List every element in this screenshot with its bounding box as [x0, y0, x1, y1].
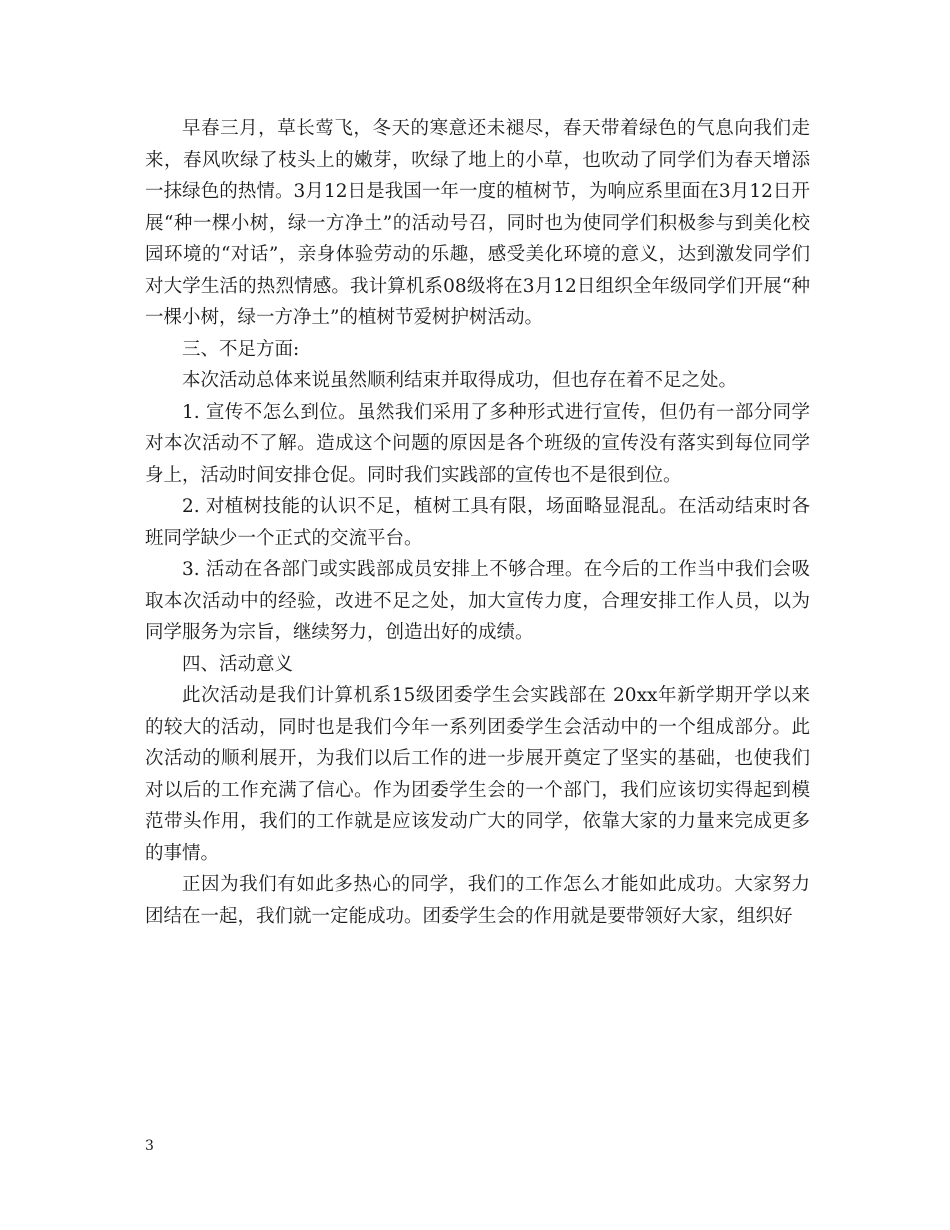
paragraph-intro: 早春三月，草长莺飞，冬天的寒意还未褪尽，春天带着绿色的气息向我们走来，春风吹绿了枝头上的嫩芽，吹绿了地上的小草，也吹动了同学们为春天增添一抹绿色的热情。3月12日是我国一年一度的植树节，为响应系里面在3月12日开展“种一棵小树，绿一方净土”的活动号召，同时也为使同学们积极参与到美化校园环境的“对话”，亲身体验劳动的乐趣，感受美化环境的意义，达到激发同学们对大学生活的热烈情感。我计算机系08级将在3月12日组织全年级同学们开展“种一棵小树，绿一方净土”的植树节爱树护树活动。 — [145, 118, 810, 328]
section-heading-shortcomings: 三、不足方面: — [182, 338, 300, 360]
page-number: 3 — [145, 1138, 154, 1154]
paragraph-significance: 此次活动是我们计算机系15级团委学生会实践部在 20xx年新学期开学以来的较大的活动，同时也是我们今年一系列团委学生会活动中的一个组成部分。此次活动的顺利展开，为我们以后工作的进一步展开奠定了坚实的基础，也使我们对以后的工作充满了信心。作为团委学生会的一个部门，我们应该切实得起到模范带头作用，我们的工作就是应该发动广大的同学，依靠大家的力量来完成更多的事情。 — [145, 685, 810, 864]
list-item-arrangement: 3. 活动在各部门或实践部成员安排上不够合理。在今后的工作当中我们会吸取本次活动中的经验，改进不足之处，加大宣传力度，合理安排工作人员，以为同学服务为宗旨，继续努力，创造出好的成绩。 — [145, 559, 810, 643]
paragraph-shortcomings-summary: 本次活动总体来说虽然顺利结束并取得成功，但也存在着不足之处。 — [182, 370, 738, 391]
paragraph-conclusion: 正因为我们有如此多热心的同学，我们的工作怎么才能如此成功。大家努力团结在一起，我们就一定能成功。团委学生会的作用就是要带领好大家，组织好 — [145, 874, 810, 927]
list-item-skills: 2. 对植树技能的认识不足，植树工具有限，场面略显混乱。在活动结束时各班同学缺少一个正式的交流平台。 — [145, 496, 810, 549]
document-body — [145, 113, 810, 932]
section-heading-significance: 四、活动意义 — [182, 653, 294, 675]
list-item-publicity: 1. 宣传不怎么到位。虽然我们采用了多种形式进行宣传，但仍有一部分同学对本次活动不了解。造成这个问题的原因是各个班级的宣传没有落实到每位同学身上，活动时间安排仓促。同时我们实践部的宣传也不是很到位。 — [145, 401, 810, 486]
